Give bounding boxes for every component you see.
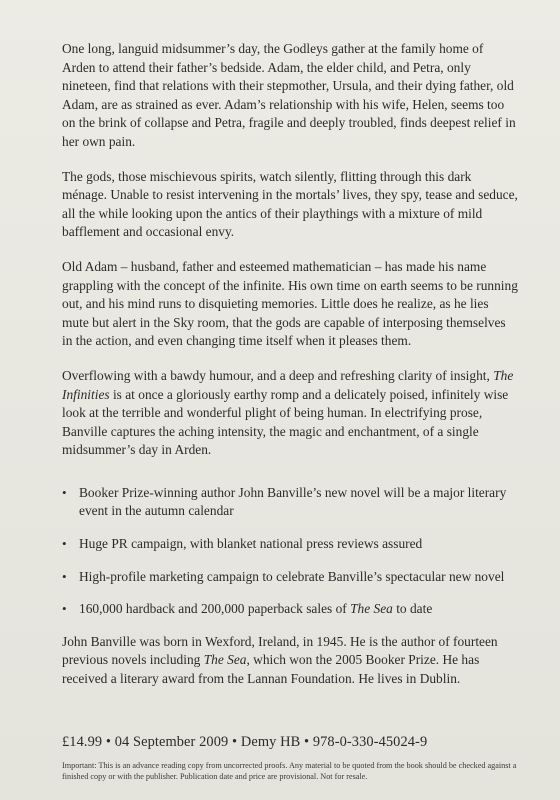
p4-text-start: Overflowing with a bawdy humour, and a deep and refreshing clarity of insight, bbox=[62, 367, 494, 383]
bio-text-end: , which won the 2005 Booker Prize. He has received a literary award from the Lannan Foundation. He lives in Dublin. bbox=[62, 652, 480, 687]
bio-text-start: John Banville was born in Wexford, Ireland, in 1945. He is the author of fourteen previous novels including bbox=[62, 633, 498, 668]
bullet-text: High-profile marketing campaign to celebrate Banville’s spectacular new novel bbox=[79, 568, 505, 584]
list-item bbox=[62, 568, 518, 587]
bullet-text-start: 160,000 hardback and 200,000 paperback sales of bbox=[79, 601, 351, 617]
book-title-the-sea: The Sea bbox=[350, 601, 393, 617]
proof-disclaimer: Important: This is an advance reading copy from uncorrected proofs. Any material to be quoted from the book should be checked against a finished copy or with the publisher. Publication date and price are provisional. Not for resale. bbox=[62, 761, 517, 781]
list-item bbox=[62, 600, 518, 619]
synopsis-paragraph-2: The gods, those mischievous spirits, watch silently, flitting through this dark ménage. Unable to resist intervening in the mortals’ lives, they spy, tease and seduce, all the while looking upon the antics of their playthings with a mixture of mild bafflement and occasional envy. bbox=[62, 168, 518, 240]
author-bio bbox=[62, 633, 518, 689]
bullet-text: Huge PR campaign, with blanket national press reviews assured bbox=[79, 536, 423, 552]
list-item bbox=[62, 484, 518, 521]
bullet-text: Booker Prize-winning author John Banville’s new novel will be a major literary event in the autumn calendar bbox=[79, 484, 507, 519]
synopsis-paragraph-3: Old Adam – husband, father and esteemed mathematician – has made his name grappling with the concept of the infinite. His own time on earth seems to be running out, and his mind runs to disquieting memories. Little does he realize, as he lies mute but alert in the Sky room, that the gods are capable of interposing themselves in the action, and even changing time itself when it pleases them. bbox=[62, 258, 518, 349]
p4-text-end: is at once a gloriously earthy romp and a delicately poised, infinitely wise look at the terrible and wonderful plight of being human. In electrifying prose, Banville captures the aching intensity, the magic and enchantment, of a single midsummer’s day in Arden. bbox=[62, 386, 509, 458]
synopsis-paragraph-4 bbox=[62, 367, 518, 460]
bullet-text-end: to date bbox=[392, 601, 433, 617]
bullet-icon: • bbox=[62, 484, 67, 500]
bullet-icon: • bbox=[62, 568, 67, 584]
book-title-infinities: The Infinities bbox=[62, 367, 514, 402]
synopsis-paragraph-1: One long, languid midsummer’s day, the Godleys gather at the family home of Arden to attend their father’s bedside. Adam, the elder child, and Petra, only nineteen, find that relations with their stepmother, Ursula, and their dying father, old Adam, are as strained as ever. Adam’s relationship with his wife, Helen, seems too on the brink of collapse and Petra, fragile and deeply troubled, finds deepest relief in her own pain. bbox=[62, 41, 516, 149]
bullet-icon: • bbox=[62, 601, 67, 617]
price-and-publication-line: £14.99 • 04 September 2009 • Demy HB • 978-0-330-45024-9 bbox=[62, 734, 428, 750]
marketing-bullet-list bbox=[62, 484, 518, 619]
bullet-icon: • bbox=[62, 536, 67, 552]
list-item bbox=[62, 535, 518, 554]
bio-book-title: The Sea bbox=[203, 652, 247, 668]
